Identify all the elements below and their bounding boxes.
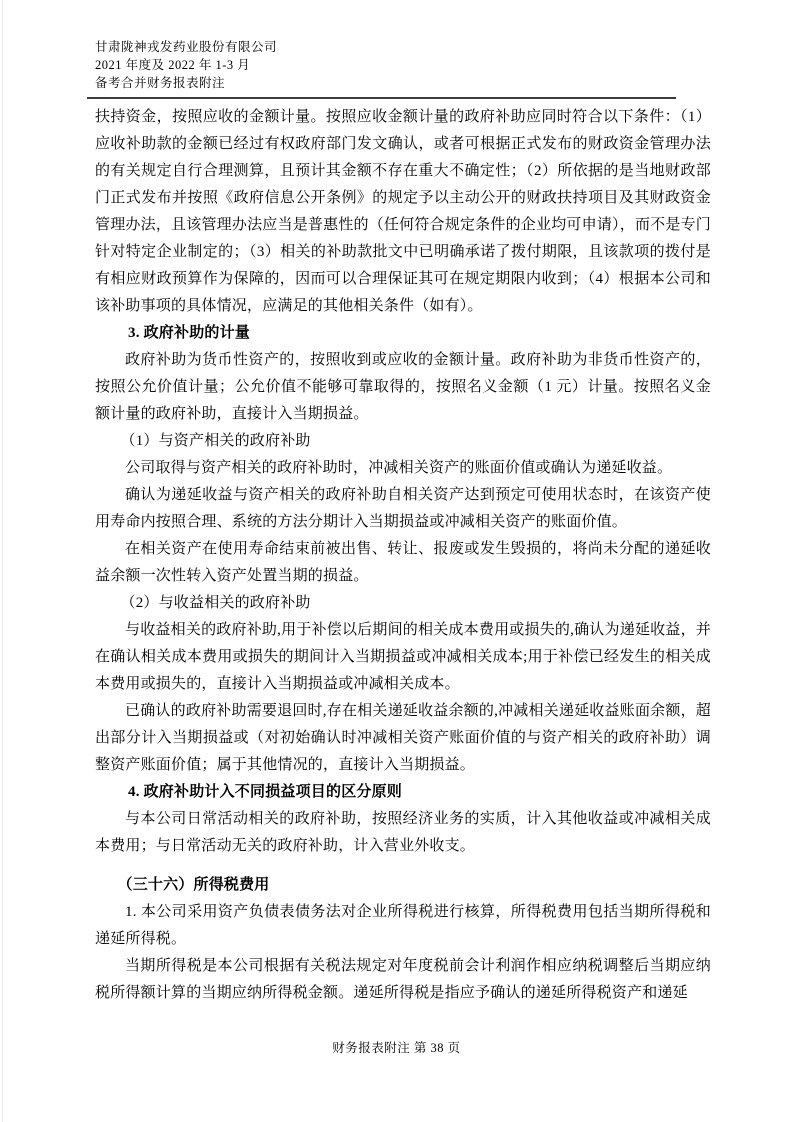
paragraph-grant-refund: 已确认的政府补助需要退回时,存在相关递延收益余额的,冲减相关递延收益账面余额，超出部分计入当期损益或（对初始确认时冲减相关资产账面价值的与资产相关的政府补助）调整资产账面价值；属于其他情况的，直接计入当期损益。: [95, 703, 711, 773]
footer-page-label: 财务报表附注 第 38 页: [332, 1041, 461, 1055]
header-divider: [87, 97, 676, 99]
paragraph-asset-grant-disposal: 在相关资产在使用寿命结束前被出售、转让、报废或发生毁损的，将尚未分配的递延收益余额一次性转入资产处置当期的损益。: [95, 541, 711, 584]
paragraph-grant-measurement: 政府补助为货币性资产的，按照收到或应收的金额计量。政府补助为非货币性资产的，按照公允价值计量；公允价值不能够可靠取得的，按照名义金额（1 元）计量。按照名义金额计量的政府补助，直接计入当期损益。: [95, 352, 711, 422]
paragraph-asset-grant-deferral: 确认为递延收益与资产相关的政府补助自相关资产达到预定可使用状态时，在该资产使用寿命内按照合理、系统的方法分期计入当期损益或冲减相关资产的账面价值。: [95, 487, 711, 530]
page-footer: [0, 1038, 793, 1056]
company-name: 甘肃陇神戎发药业股份有限公司: [95, 40, 278, 54]
heading-grant-classification: 4. 政府补助计入不同损益项目的区分原则: [128, 784, 403, 800]
paragraph-asset-grant-recognition: 公司取得与资产相关的政府补助时，冲减相关资产的账面价值或确认为递延收益。: [125, 460, 673, 476]
paragraph-income-grant-treatment: 与收益相关的政府补助,用于补偿以后期间的相关成本费用或损失的,确认为递延收益，并在确认相关成本费用或损失的期间计入当期损益或冲减相关成本;用于补偿已经发生的相关成本费用或损失的，直接计入当期损益或冲减相关成本。: [95, 622, 711, 692]
report-title: 备考合并财务报表附注: [95, 76, 226, 90]
document-body: [95, 104, 711, 1007]
paragraph-grant-receivable-conditions: 扶持资金，按照应收的金额计量。按照应收金额计量的政府补助应同时符合以下条件：（1）应收补助款的金额已经过有权政府部门发文确认，或者可根据正式发布的财政资金管理办法的有关规定自行合理测算，且预计其金额不存在重大不确定性；（2）所依据的是当地财政部门正式发布并按照《政府信息公开条例》的规定予以主动公开的财政扶持项目及其财政资金管理办法，且该管理办法应当是普惠性的（任何符合规定条件的企业均可申请），而不是专门针对特定企业制定的；（3）相关的补助款批文中已明确承诺了拨付期限，且该款项的拨付是有相应财政预算作为保障的，因而可以合理保证其可在规定期限内收到；（4）根据本公司和该补助事项的具体情况，应满足的其他相关条件（如有）。: [95, 109, 711, 314]
subheading-asset-related-grant: （1）与资产相关的政府补助: [120, 433, 311, 449]
heading-grant-measurement: 3. 政府补助的计量: [128, 325, 251, 341]
report-period: 2021 年度及 2022 年 1-3 月: [95, 58, 251, 72]
page-left-edge: [2, 0, 3, 1122]
heading-income-tax-expense: （三十六）所得税费用: [117, 877, 270, 893]
subheading-income-related-grant: （2）与收益相关的政府补助: [120, 595, 311, 611]
paragraph-current-income-tax: 当期所得税是本公司根据有关税法规定对年度税前会计利润作相应纳税调整后当期应纳税所得额计算的当期应纳所得税金额。递延所得税是指应予确认的递延所得税资产和递延: [95, 958, 711, 1001]
paragraph-income-tax-method: 1. 本公司采用资产负债表债务法对企业所得税进行核算，所得税费用包括当期所得税和递延所得税。: [95, 904, 711, 947]
page-header: [95, 38, 277, 92]
paragraph-grant-classification: 与本公司日常活动相关的政府补助，按照经济业务的实质，计入其他收益或冲减相关成本费用；与日常活动无关的政府补助，计入营业外收支。: [95, 811, 711, 854]
